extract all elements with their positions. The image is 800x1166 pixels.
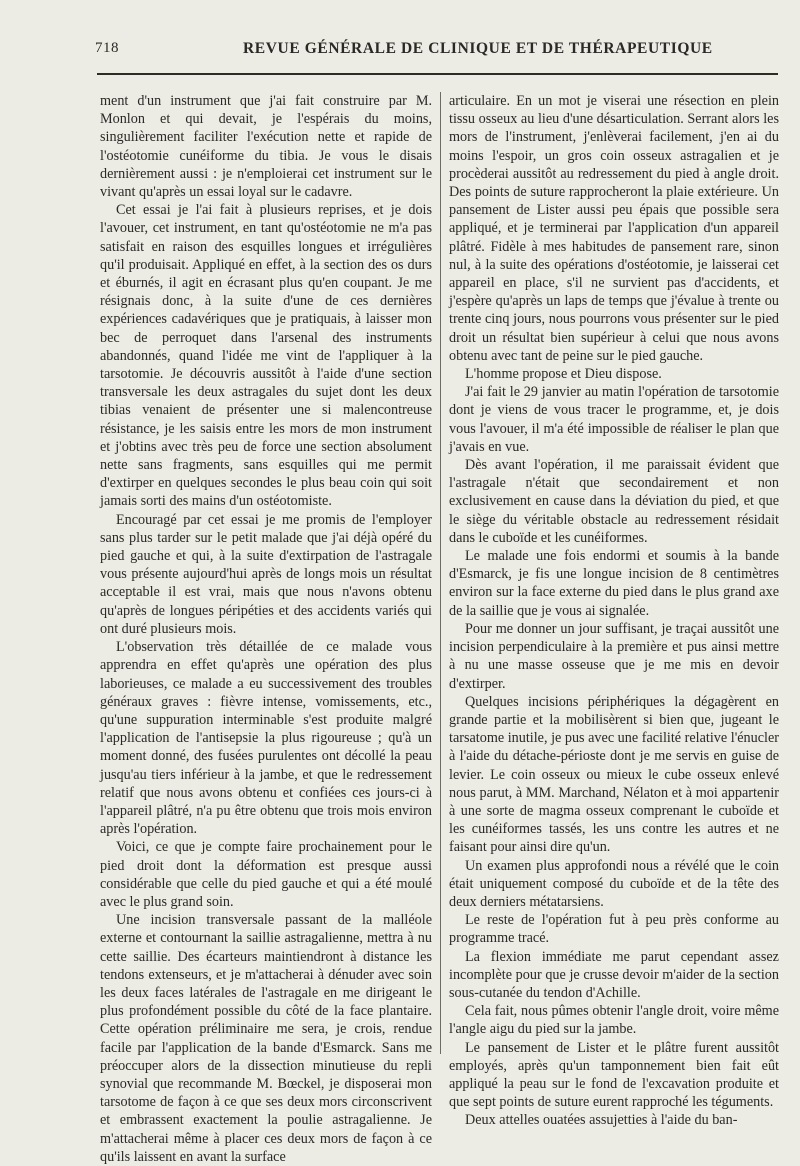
page-number: 718	[95, 40, 119, 56]
header-rule	[97, 73, 778, 75]
paragraph: Le reste de l'opération fut à peu près conforme au programme tracé.	[449, 912, 779, 947]
paragraph: Un examen plus approfondi nous a révélé que le coin était uniquement composé du cuboïde et de la tête des deux derniers métatarsiens.	[449, 857, 779, 910]
paragraph: Encouragé par cet essai je me promis de l'employer sans plus tarder sur le petit malade que j'ai déjà opéré du pied gauche et qui, à la suite d'extirpation de l'astragale vous présente aujourd'hui après de longs mois un résultat acceptable il est vrai, mais que nous n'avons obtenu qu'après de longues péripéties et des accidents variés qui ont duré plusieurs mois.	[100, 511, 432, 637]
journal-title: REVUE GÉNÉRALE DE CLINIQUE ET DE THÉRAPEUTIQUE	[243, 40, 713, 57]
paragraph: ment d'un instrument que j'ai fait construire par M. Monlon et qui devait, je l'espérais du moins, singulièrement faciliter l'exécution nette et rapide de l'ostéotomie cunéiforme du tibia. Je vous le disais dernièrement aussi : je n'emploierai cet instrument sur le vivant qu'après un essai loyal sur le cadavre.	[100, 93, 432, 201]
paragraph: Pour me donner un jour suffisant, je traçai aussitôt une incision perpendiculaire à la première et pus ainsi mettre à nu une masse osseuse que je me mis en devoir d'extirper.	[449, 620, 779, 692]
paragraph: Quelques incisions périphériques la dégagèrent en grande partie et la mobilisèrent si bien que, jugeant le tarsatome inutile, je pus avec une facilité relative l'énucler à l'aide du détache-périoste dont je me servis en guise de levier. Le coin osseux ou mieux le cube osseux enlevé nous parut, à MM. Marchand, Nélaton et à moi appartenir à une sorte de magma osseux comprenant le cuboïde et les cunéiformes tassés, les uns contre les autres et ne faisant pour ainsi dire qu'un.	[449, 693, 779, 856]
left-column	[100, 92, 432, 1166]
paragraph: Deux attelles ouatées assujetties à l'aide du ban-	[465, 1112, 738, 1129]
paragraph: Cela fait, nous pûmes obtenir l'angle droit, voire même l'angle aigu du pied sur la jambe.	[449, 1003, 779, 1038]
paragraph: L'homme propose et Dieu dispose.	[465, 366, 662, 383]
paragraph: Dès avant l'opération, il me paraissait évident que l'astragale n'était que secondairement et non exclusivement en cause dans la déviation du pied, et que le siège du véritable obstacle au redressement résidait dans le cuboïde et les cunéiformes.	[449, 457, 779, 546]
paragraph: Le malade une fois endormi et soumis à la bande d'Esmarck, je fis une longue incision de 8 centimètres environ sur la face externe du pied dans le plus grand axe de la saillie que je vous ai signalée.	[449, 548, 779, 619]
paragraph: Le pansement de Lister et le plâtre furent aussitôt employés, après qu'un tamponnement bien fait eût appliqué la peau sur le fond de l'excavation produite et que sept points de suture eurent rapproché les téguments.	[449, 1039, 779, 1111]
paragraph: L'observation très détaillée de ce malade vous apprendra en effet qu'après une opération des plus laborieuses, ce malade a eu successivement des troubles généraux graves : fièvre intense, vomissements, etc., qu'une suppuration interminable s'est produite malgré l'application de l'antisepsie la plus rigoureuse ; qu'à un moment donné, des fusées purulentes ont décollé la peau jusqu'au tiers inférieur à la jambe, et que le redressement relatif que nous avons obtenu et confiées ces jours-ci à l'appareil plâtré, n'a pu être obtenu que trois mois environ après l'opération.	[100, 639, 432, 838]
running-header	[95, 40, 780, 62]
paragraph: Cet essai je l'ai fait à plusieurs reprises, et je dois l'avouer, cet instrument, en tant qu'ostéotomie ne m'a pas satisfait en raison des esquilles longues et irrégulières qu'il produisait. Appliqué en effet, à la section des os durs et éburnés, il agit en écrasant plus qu'en coupant. Je me résignais donc, à la suite d'une de ces dernières expériences cadavériques que je pratiquais, à laisser mon bec de perroquet dans l'arsenal des instruments abandonnés, quand l'idée me vint de l'appliquer à la tarsotomie. Je découvris aussitôt à l'aide d'une section transversale les deux astragales du sujet dont les deux tibias venaient de présenter une si malencontreuse résistance, je les saisis entre les mors de mon instrument et j'obtins avec très peu de force une section absolument nette sans fragments, sans esquilles qui me permit d'extirper en quelques secondes le plus beau coin qui soit jamais sorti des mains d'un ostéotomiste.	[100, 202, 432, 510]
paragraph: Une incision transversale passant de la malléole externe et contournant la saillie astragalienne, mettra à nu cette saillie. Des écarteurs maintiendront à distance les tendons extenseurs, et je m'attacherai à dénuder avec soin les deux faces latérales de l'astragale en me dirigeant le plus profondément possible du côté de la face plantaire. Cette opération préliminaire me sera, je crois, rendue facile par l'application de la bande d'Esmarck. Sans me préoccuper alors de la dissection minutieuse du repli synovial que recommande M. Bœckel, je disposerai mon tarsotome de façon à ce que ses deux mors circonscrivent et embrassent exactement la poulie astragalienne. Je m'attacherai même à placer ces deux mors de façon à ce qu'ils laissent en avant la surface	[100, 912, 432, 1165]
column-divider	[440, 92, 441, 1054]
paragraph: J'ai fait le 29 janvier au matin l'opération de tarsotomie dont je viens de vous tracer le programme, et, je dois vous l'avouer, il m'a été impossible de réaliser le plan que j'avais en vue.	[449, 384, 779, 455]
right-column	[449, 92, 779, 1130]
paragraph: articulaire. En un mot je viserai une résection en plein tissu osseux au lieu d'une désarticulation. Serrant alors les mors de l'instrument, j'enlèverai facilement, j'en ai du moins l'espoir, un gros coin osseux astragalien et je procèderai aussitôt au redressement du pied à angle droit. Des points de suture rapprocheront la plaie extérieure. Un pansement de Lister aussi peu épais que possible sera appliqué, et je terminerai par l'application d'un appareil plâtré. Fidèle à mes habitudes de pansement rare, sinon nul, à la suite des opérations d'ostéotomie, je laisserai cet appareil en place, s'il ne survient pas d'accidents, et j'espère qu'après un laps de temps que j'évalue à trente ou trente cinq jours, nous pourrons vous présenter sur le pied droit un résultat bien supérieur à celui que nous avons obtenu avec tant de peine sur le pied gauche.	[449, 93, 779, 364]
paragraph: La flexion immédiate me parut cependant assez incomplète pour que je crusse devoir m'aider de la section sous-cutanée du tendon d'Achille.	[449, 948, 779, 1001]
paragraph: Voici, ce que je compte faire prochainement pour le pied droit dont la déformation est presque aussi considérable que celle du pied gauche et qui a été moulé avec le plus grand soin.	[100, 839, 432, 910]
